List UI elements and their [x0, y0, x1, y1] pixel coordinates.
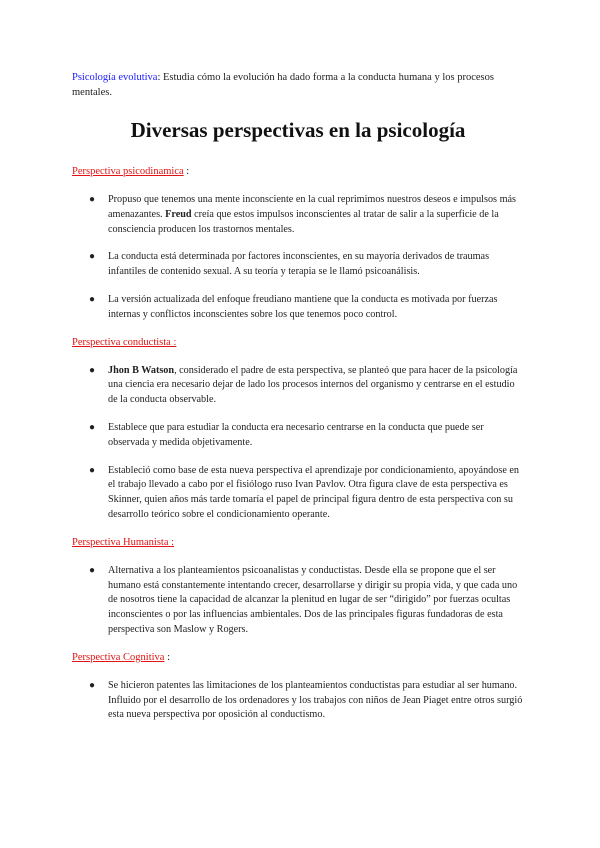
intro-term: Psicología evolutiva: [72, 72, 158, 83]
list-item-text: Propuso que tenemos una mente inconsciente en la cual reprimimos nuestros deseos e impulsos más amenazantes.: [108, 194, 516, 220]
bullet-icon: ●: [89, 564, 96, 576]
bullet-icon: ●: [89, 464, 96, 476]
intro-colon: :: [157, 72, 161, 83]
list-item-text: Estableció como base de esta nueva perspectiva el aprendizaje por condicionamiento, apoyándose en el trabajo llevado a cabo por el fisiólogo ruso Ivan Pavlov. Otra figura clave de esta perspectiva es Skinner, quien años más tarde tomaría el papel de principal figura dentro de esta perspectiva con su desarrollo teórico sobre el condicionamiento operante.: [108, 464, 520, 520]
list-item: [72, 679, 524, 723]
section-heading-label: Perspectiva psicodinamica: [72, 166, 184, 177]
section-heading-suffix: :: [164, 651, 170, 663]
bullet-icon: ●: [89, 421, 96, 433]
intro-text: Estudia cómo la evolución ha dado forma a la conducta humana y los procesos mentales.: [72, 72, 494, 98]
list-item-text: Alternativa a los planteamientos psicoanalistas y conductistas. Desde ella se propone que el ser humano está constantemente intentando crecer, desarrollarse y dirigir su propia vida, y que cada uno de nosotros tiene la capacidad de alcanzar la plenitud en lugar de ser “dirigido” por fuerzas ocultas inconscientes o por las influencias ambientales. Dos de las principales figuras fundadoras de esta perspectiva son Maslow y Rogers.: [108, 564, 518, 635]
bullet-list: [72, 564, 524, 638]
section-heading-label: Perspectiva Humanista :: [72, 536, 175, 548]
section-heading: [72, 651, 524, 665]
list-item: [72, 250, 524, 280]
list-item: [72, 421, 524, 451]
intro-paragraph: [72, 70, 524, 100]
list-item: [72, 364, 524, 408]
list-item-text: La conducta está determinada por factores inconscientes, en su mayoría derivados de traumas infantiles de contenido sexual. A su teoría y terapia se le llamó psicoanálisis.: [108, 251, 490, 278]
bullet-list: [72, 193, 524, 323]
sections-container: [72, 165, 524, 723]
section-heading-label: Perspectiva Cognitiva: [72, 651, 165, 663]
list-item-text: La versión actualizada del enfoque freudiano mantiene que la conducta es motivada por fuerzas internas y conflictos inconscientes sobre los que tenemos poco control.: [108, 293, 498, 320]
bullet-icon: ●: [89, 251, 96, 263]
list-item-text-continued: creía que estos impulsos inconscientes al tratar de salir a la superficie de la consciencia producen los trastornos mentales.: [108, 208, 499, 235]
section-heading-label: Perspectiva conductista :: [72, 336, 177, 348]
list-item: [72, 293, 524, 323]
list-item-text-continued: , considerado el padre de esta perspectiva, se planteó que para hacer de la psicología una ciencia era necesario dejar de lado los procesos internos del organismo y centrarse en el estudio de la conducta observable.: [108, 364, 518, 406]
bullet-list: [72, 364, 524, 523]
bullet-icon: ●: [89, 293, 96, 305]
bullet-list: [72, 679, 524, 723]
list-item: [72, 564, 524, 638]
page-title: Diversas perspectivas en la psicología: [130, 118, 466, 142]
list-item-bold-name: Freud: [165, 208, 192, 220]
list-item: [72, 193, 524, 237]
list-item-text: Se hicieron patentes las limitaciones de los planteamientos conductistas para estudiar al ser humano. Influido por el desarrollo de los ordenadores y los trabajos con niños de Jean Piaget entre otros surgió esta nueva perspectiva por oposición al conductismo.: [108, 679, 523, 721]
list-item-text: Establece que para estudiar la conducta era necesario centrarse en la conducta que puede ser observada y medida objetivamente.: [108, 421, 484, 448]
section-heading-suffix: :: [183, 166, 190, 177]
bullet-icon: ●: [89, 364, 96, 376]
section-heading: [72, 536, 524, 550]
list-item: [72, 464, 524, 523]
section-heading: [72, 336, 524, 350]
bullet-icon: ●: [89, 679, 96, 691]
section-heading: [72, 165, 524, 179]
list-item-bold-name: Jhon B Watson: [108, 364, 175, 376]
bullet-icon: ●: [89, 194, 96, 205]
